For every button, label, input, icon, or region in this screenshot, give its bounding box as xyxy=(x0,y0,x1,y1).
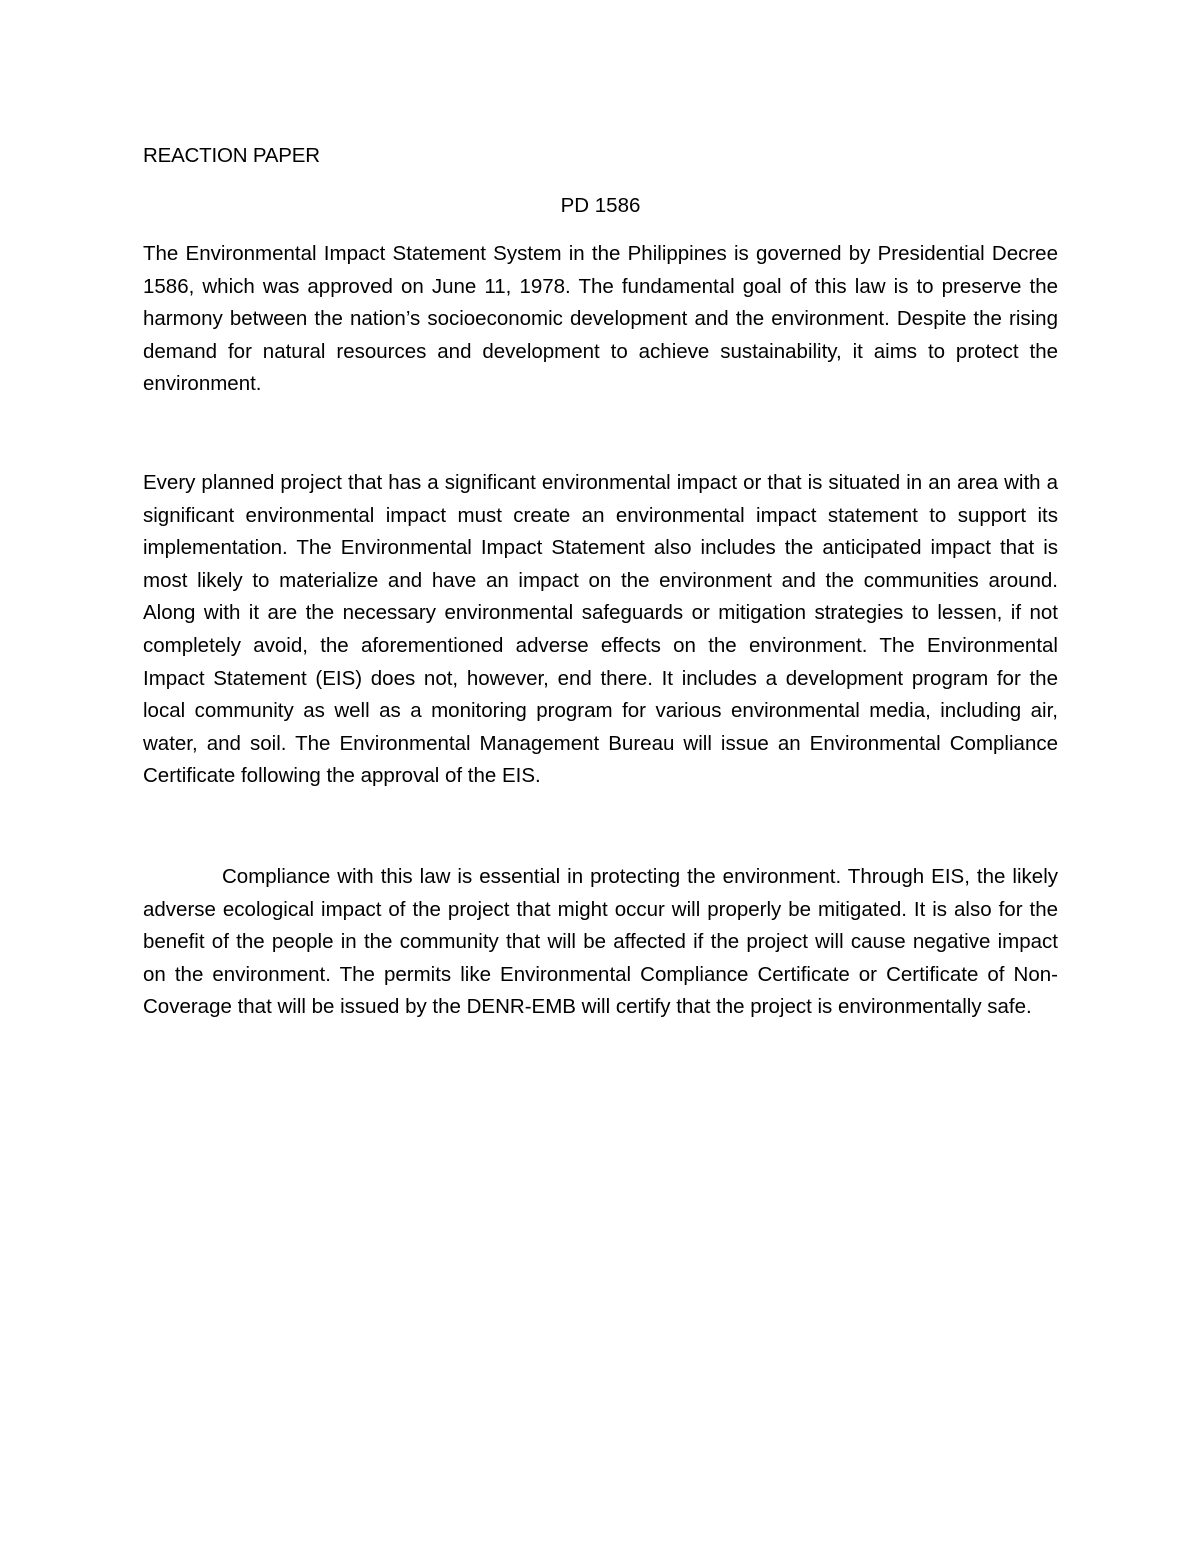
paragraph-intro: The Environmental Impact Statement System in the Philippines is governed by Presidential Decree 1586, which was approved on June 11, 1978. The fundamental goal of this law is to preserve the harmony between the nation’s socioeconomic development and the environment. Despite the rising demand for natural resources and development to achieve sustainability, it aims to protect the environment. xyxy=(143,242,1058,396)
paragraph-eis-requirements: Every planned project that has a significant environmental impact or that is situated in an area with a significant environmental impact must create an environmental impact statement to support its implementation. The Environmental Impact Statement also includes the anticipated impact that is most likely to materialize and have an impact on the environment and the communities around. Along with it are the necessary environmental safeguards or mitigation strategies to lessen, if not completely avoid, the aforementioned adverse effects on the environment. The Environmental Impact Statement (EIS) does not, however, end there. It includes a development program for the local community as well as a monitoring program for various environmental media, including air, water, and soil. The Environmental Management Bureau will issue an Environmental Compliance Certificate following the approval of the EIS. xyxy=(143,471,1058,788)
document-title: PD 1586 xyxy=(560,194,641,217)
document-label: REACTION PAPER xyxy=(143,144,320,167)
paragraph-compliance: Compliance with this law is essential in protecting the environment. Through EIS, the likely adverse ecological impact of the project that might occur will properly be mitigated. It is also for the benefit of the people in the community that will be affected if the project will cause negative impact on the environment. The permits like Environmental Compliance Certificate or Certificate of Non-Coverage that will be issued by the DENR-EMB will certify that the project is environmentally safe. xyxy=(143,865,1058,1019)
